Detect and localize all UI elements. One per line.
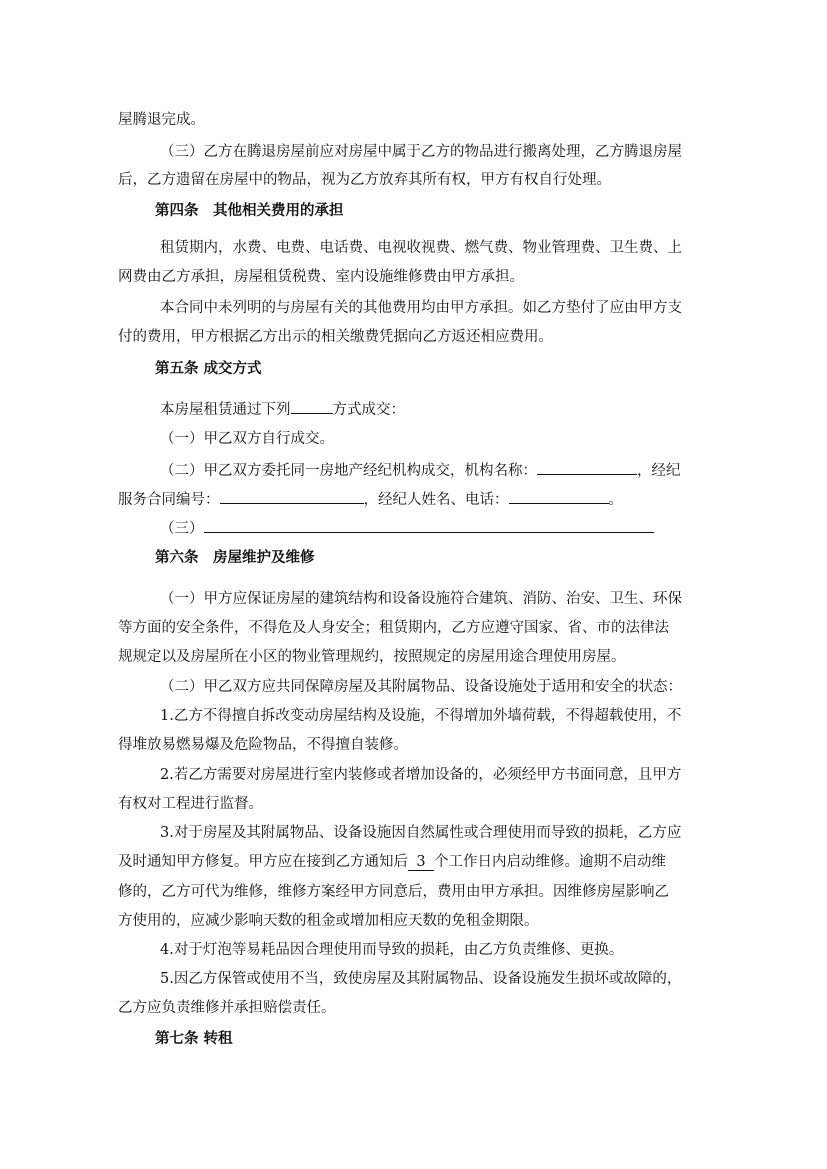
paragraph-line: 得堆放易燃易爆及危险物品，不得擅自装修。	[118, 737, 408, 753]
paragraph-line	[160, 517, 654, 539]
line-text: ，经纪人姓名、电话：	[363, 492, 509, 508]
paragraph-line	[160, 398, 405, 420]
paragraph-line	[118, 488, 623, 510]
paragraph-line: 本合同中未列明的与房屋有关的其他费用均由甲方承担。如乙方垫付了应由甲方支	[160, 300, 682, 316]
agent-contact-blank	[509, 488, 609, 504]
line-text: 。	[608, 492, 623, 508]
line-text: （二）甲乙双方委托同一房地产经纪机构成交，机构名称：	[160, 463, 537, 479]
paragraph-line	[118, 852, 666, 872]
agency-name-blank	[537, 459, 637, 475]
paragraph-line: 付的费用，甲方根据乙方出示的相关缴费凭据向乙方返还相应费用。	[118, 329, 553, 345]
paragraph-line	[160, 459, 681, 481]
paragraph-line: 网费由乙方承担，房屋租赁税费、室内设施维修费由甲方承担。	[118, 269, 524, 285]
paragraph-line: 修的，乙方可代为维修，维修方案经甲方同意后，费用由甲方承担。因维修房屋影响乙	[118, 884, 669, 900]
paragraph-line: 后，乙方遗留在房屋中的物品，视为乙方放弃其所有权，甲方有权自行处理。	[118, 172, 611, 188]
line-text: 方式成交：	[332, 402, 405, 418]
paragraph-line: 乙方应负责维修并承担赔偿责任。	[118, 1000, 336, 1016]
section-heading-article-4: 第四条 其他相关费用的承担	[155, 203, 344, 219]
section-heading-article-7: 第七条 转租	[155, 1031, 233, 1047]
paragraph-line: 租赁期内，水费、电费、电话费、电视收视费、燃气费、物业管理费、卫生费、上	[160, 240, 682, 256]
section-heading-article-6: 第六条 房屋维护及维修	[155, 550, 315, 566]
paragraph-line: 规规定以及房屋所在小区的物业管理规约，按照规定的房屋用途合理使用房屋。	[118, 649, 626, 665]
paragraph-line: 等方面的安全条件，不得危及人身安全；租赁期内，乙方应遵守国家、省、市的法律法	[118, 620, 669, 636]
contract-number-blank	[220, 488, 364, 504]
paragraph-line: 方使用的，应减少影响天数的租金或增加相应天数的免租金期限。	[118, 913, 539, 929]
line-text: ，经纪	[637, 463, 681, 479]
line-text: 及时通知甲方修复。甲方应在接到乙方通知后	[118, 854, 408, 870]
section-heading-article-5: 第五条 成交方式	[155, 361, 262, 377]
days-blank: 3	[408, 855, 434, 871]
other-method-blank	[204, 517, 654, 533]
line-text: 本房屋租赁通过下列	[160, 402, 291, 418]
paragraph-line: 屋腾退完成。	[118, 112, 205, 128]
line-text: （三）	[160, 521, 204, 537]
paragraph-line: 有权对工程进行监督。	[118, 796, 263, 812]
paragraph-line: （一）甲方应保证房屋的建筑结构和设备设施符合建筑、消防、治安、卫生、环保	[160, 591, 682, 607]
paragraph-line: 4.对于灯泡等易耗品因合理使用而导致的损耗，由乙方负责维修、更换。	[160, 942, 624, 958]
line-text: 个工作日内启动维修。逾期不启动维	[434, 854, 666, 870]
blank-field	[291, 398, 333, 414]
line-text: 服务合同编号：	[118, 492, 220, 508]
paragraph-line: 1.乙方不得擅自拆改变动房屋结构及设施，不得增加外墙荷载，不得超载使用，不	[160, 708, 682, 724]
paragraph-line: （二）甲乙双方应共同保障房屋及其附属物品、设备设施处于适用和安全的状态：	[160, 679, 682, 695]
paragraph-line: 2.若乙方需要对房屋进行室内装修或者增加设备的，必须经甲方书面同意，且甲方	[160, 767, 682, 783]
paragraph-line: 3.对于房屋及其附属物品、设备设施因自然属性或合理使用而导致的损耗，乙方应	[160, 825, 682, 841]
paragraph-line: （一）甲乙双方自行成交。	[160, 431, 334, 447]
paragraph-line: （三）乙方在腾退房屋前应对房屋中属于乙方的物品进行搬离处理，乙方腾退房屋	[160, 144, 682, 160]
paragraph-line: 5.因乙方保管或使用不当，致使房屋及其附属物品、设备设施发生损坏或故障的，	[160, 971, 682, 987]
